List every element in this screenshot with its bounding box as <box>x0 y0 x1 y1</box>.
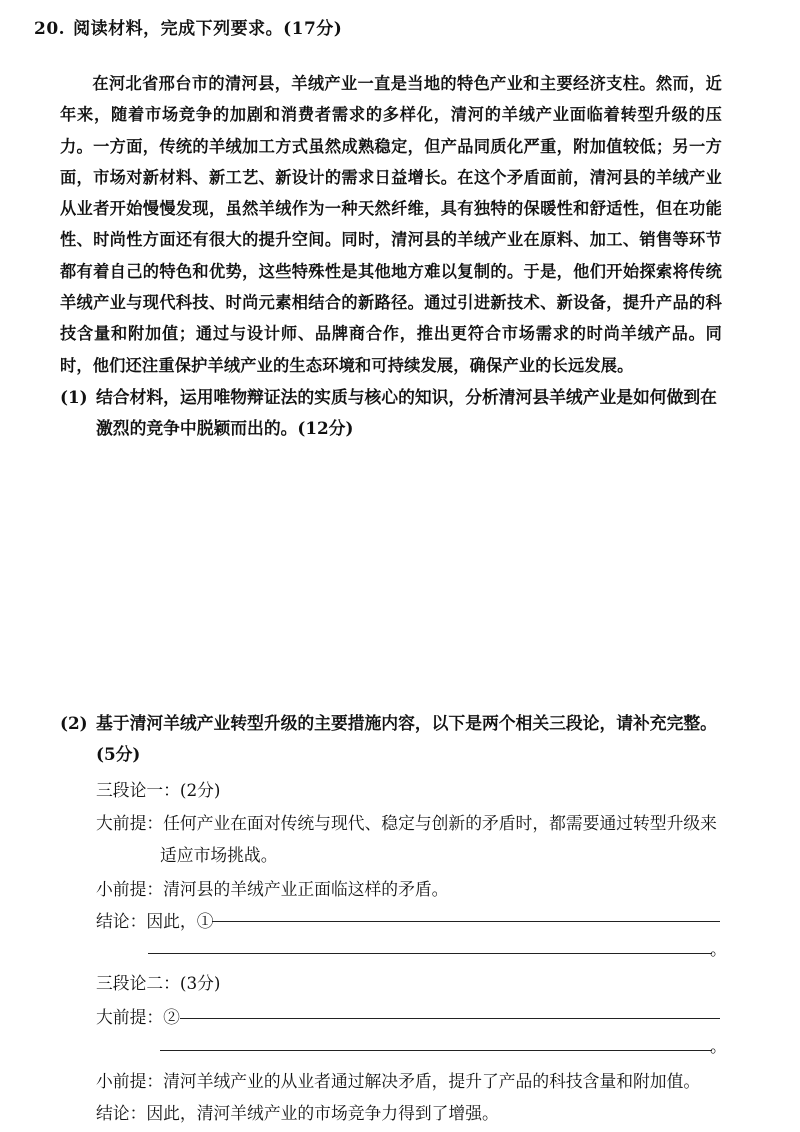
major-premise-label: 大前提： <box>96 1007 164 1027</box>
question-title-text: 阅读材料，完成下列要求。(17分) <box>73 19 343 39</box>
minor-premise-text: 清河羊绒产业的从业者通过解决矛盾，提升了产品的科技含量和附加值。 <box>163 1071 701 1091</box>
part-2-text: 基于清河羊绒产业转型升级的主要措施内容，以下是两个相关三段论，请补充完整。(5分) <box>96 713 717 764</box>
syllogism-2-conclusion <box>96 1098 499 1128</box>
answer-blank-1b[interactable] <box>148 953 712 954</box>
blank-2-end-mark: 。 <box>710 1036 727 1056</box>
minor-premise-label: 小前提： <box>96 879 164 899</box>
conclusion-text: 因此，清河羊绒产业的市场竞争力得到了增强。 <box>146 1103 499 1123</box>
reading-passage: 在河北省邢台市的清河县，羊绒产业一直是当地的特色产业和主要经济支柱。然而，近年来，随着市场竞争的加剧和消费者需求的多样化，清河的羊绒产业面临着转型升级的压力。一方面，传统的羊绒加工方式虽然成熟稳定，但产品同质化严重，附加值较低；另一方面，市场对新材料、新工艺、新设计的需求日益增长。在这个矛盾面前，清河县的羊绒产业从业者开始慢慢发现，虽然羊绒作为一种天然纤维，具有独特的保暖性和舒适性，但在功能性、时尚性方面还有很大的提升空间。同时，清河县的羊绒产业在原料、加工、销售等环节都有着自己的特色和优势，这些特殊性是其他地方难以复制的。于是，他们开始探索将传统羊绒产业与现代科技、时尚元素相结合的新路径。通过引进新技术、新设备，提升产品的科技含量和附加值；通过与设计师、品牌商合作，推出更符合市场需求的时尚羊绒产品。同时，他们还注重保护羊绒产业的生态环境和可持续发展，确保产业的长远发展。 <box>60 74 722 375</box>
syllogism-1-major-premise <box>96 808 717 838</box>
syllogism-2-heading: 三段论二：(3分) <box>96 973 221 993</box>
major-premise-label: 大前提： <box>96 813 164 833</box>
major-premise-prefix: ② <box>163 1007 180 1027</box>
major-premise-text: 任何产业在面对传统与现代、稳定与创新的矛盾时，都需要通过转型升级来 <box>163 813 717 833</box>
syllogism-1-minor-premise <box>96 874 448 904</box>
conclusion-prefix: 因此，① <box>146 911 214 931</box>
part-2 <box>60 708 722 770</box>
minor-premise-text: 清河县的羊绒产业正面临这样的矛盾。 <box>163 879 449 899</box>
syllogism-1-conclusion <box>96 906 214 936</box>
syllogism-1-heading: 三段论一：(2分) <box>96 780 221 800</box>
answer-blank-2b[interactable] <box>160 1050 712 1051</box>
syllogism-2-major-premise <box>96 1002 180 1032</box>
question-number: 20. <box>34 19 66 39</box>
part-2-label: (2) <box>60 713 88 733</box>
answer-blank-2a[interactable] <box>180 1018 720 1019</box>
syllogism-1-major-premise-cont: 适应市场挑战。 <box>160 845 278 865</box>
part-1-label: (1) <box>60 387 88 407</box>
blank-1-end-mark: 。 <box>710 939 727 959</box>
conclusion-label: 结论： <box>96 1103 147 1123</box>
part-1 <box>60 382 722 444</box>
answer-blank-1a[interactable] <box>212 921 720 922</box>
part-1-text: 结合材料，运用唯物辩证法的实质与核心的知识，分析清河县羊绒产业是如何做到在激烈的竞争中脱颖而出的。(12分) <box>96 387 717 438</box>
minor-premise-label: 小前提： <box>96 1071 164 1091</box>
question-title <box>34 14 342 39</box>
syllogism-2-minor-premise <box>96 1066 700 1096</box>
conclusion-label: 结论： <box>96 911 147 931</box>
